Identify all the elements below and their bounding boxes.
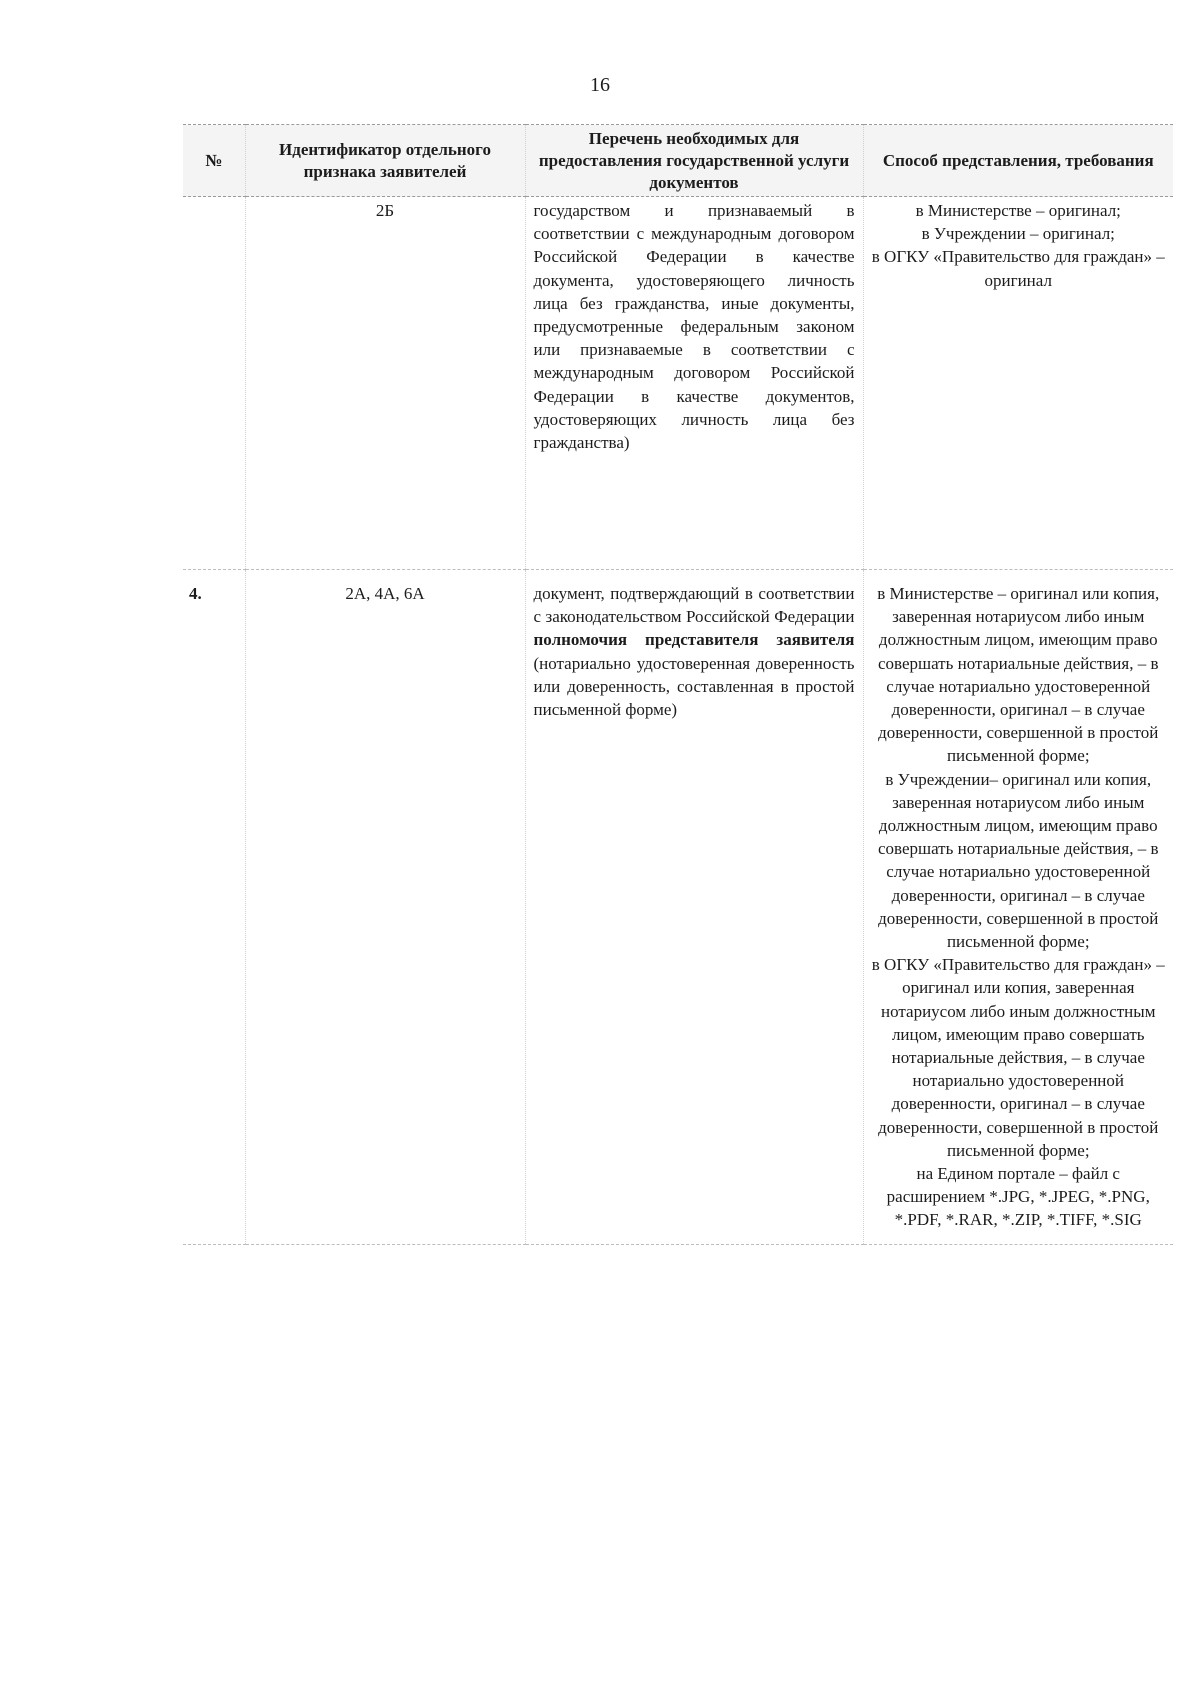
cell-documents: государством и признаваемый в соответствии с международным договором Российской Федерации в качестве документа, удостоверяющего личность лица без гражданства, иные документы, предусмотренные федеральным законом или признаваемые в соответствии с международным договором Российской Федерации в качестве документов, удостоверяющих личность лица без гражданства): [525, 197, 863, 570]
header-method: Способ представления, требования: [863, 125, 1173, 197]
cell-num-empty: [183, 197, 245, 570]
header-documents: Перечень необходимых для предоставления государственной услуги документов: [525, 125, 863, 197]
table-row-4: [183, 570, 1173, 1245]
cell-identifier: 2Б: [245, 197, 525, 570]
header-num: №: [183, 125, 245, 197]
header-identifier: Идентификатор отдельного признака заявителей: [245, 125, 525, 197]
method-line: в Учреждении – оригинал;: [921, 224, 1115, 244]
documents-bold-text: полномочия представителя заявителя: [533, 630, 855, 650]
table-header-row: [183, 125, 1173, 197]
page-number: 16: [590, 74, 610, 96]
method-line: в ОГКУ «Правительство для граждан» – оригинал: [871, 247, 1165, 290]
cell-method: [863, 570, 1173, 1245]
documents-table: [183, 124, 1173, 1245]
documents-text: (нотариально удостоверенная доверенность или доверенность, составленная в простой письменной форме): [533, 653, 855, 720]
cell-identifier: 2А, 4А, 6А: [245, 570, 525, 1245]
method-paragraph: в Учреждении– оригинал или копия, заверенная нотариусом либо иным должностным лицом, имеющим право совершать нотариальные действия, – в случае нотариально удостоверенной доверенности, оригинал – в случае доверенности, совершенной в простой письменной форме;: [877, 769, 1159, 952]
method-line: в Министерстве – оригинал;: [915, 201, 1121, 220]
table-row-continued: [183, 197, 1173, 570]
cell-method: [863, 197, 1173, 570]
method-paragraph: в Министерстве – оригинал или копия, заверенная нотариусом либо иным должностным лицом, имеющим право совершать нотариальные действия, – в случае нотариально удостоверенной доверенности, оригинал – в случае доверенности, совершенной в простой письменной форме;: [877, 584, 1160, 766]
cell-documents: [525, 570, 863, 1245]
method-paragraph: на Едином портале – файл с расширением *.JPG, *.JPEG, *.PNG, *.PDF, *.RAR, *.ZIP, *.TIFF, *.SIG: [886, 1164, 1150, 1230]
cell-num: 4.: [183, 570, 245, 1245]
method-paragraph: в ОГКУ «Правительство для граждан» – оригинал или копия, заверенная нотариусом либо иным должностным лицом, имеющим право совершать нотариальные действия, – в случае нотариально удостоверенной доверенности, оригинал – в случае доверенности, совершенной в простой письменной форме;: [871, 955, 1165, 1160]
documents-text: документ, подтверждающий в соответствии с законодательством Российской Федерации: [533, 584, 855, 627]
